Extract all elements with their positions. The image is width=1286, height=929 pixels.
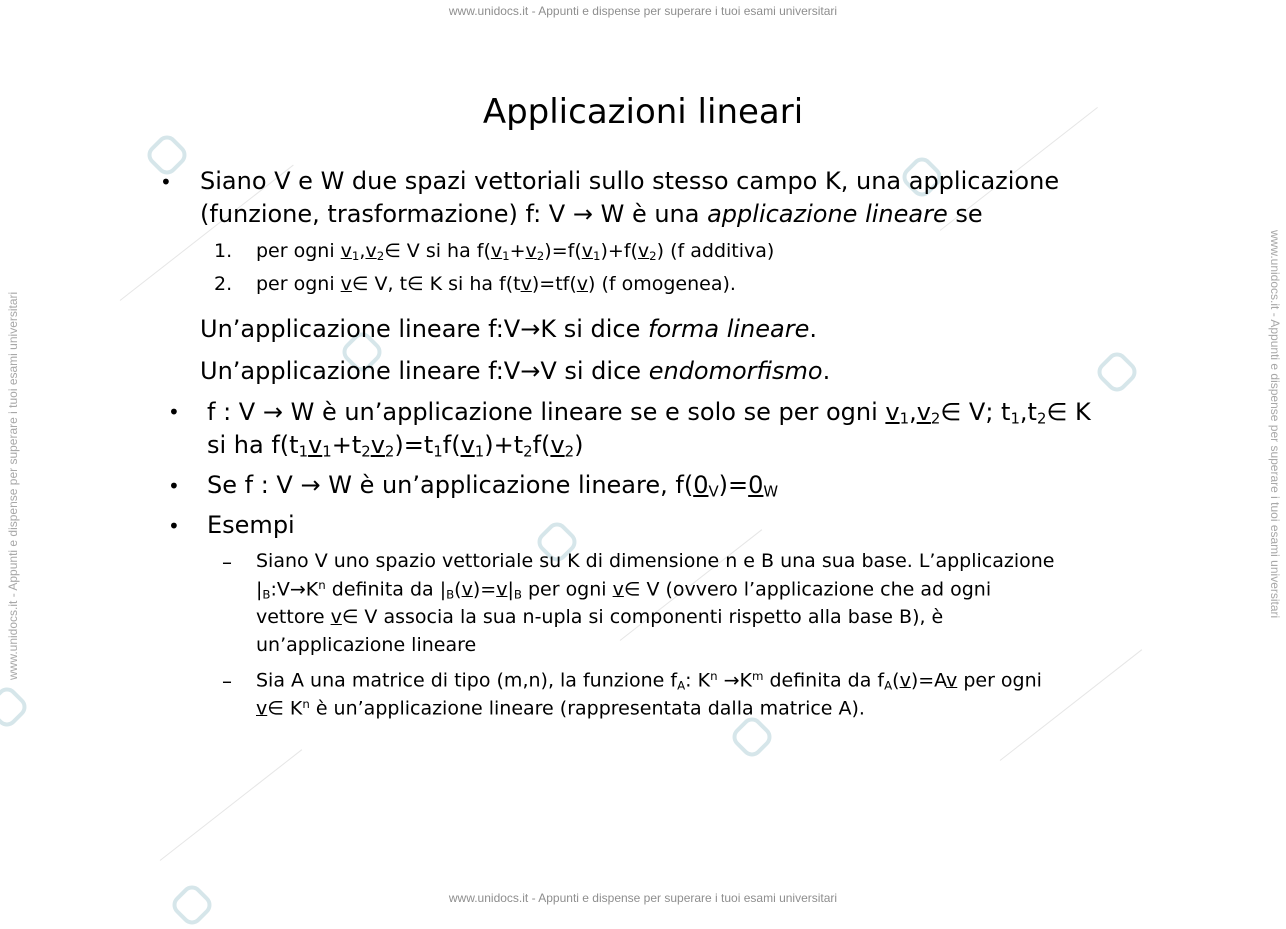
dash-marker: – bbox=[222, 550, 232, 574]
watermark-logo-icon bbox=[728, 713, 776, 761]
esempio2-line1: Sia A una matrice di tipo (m,n), la funzione $f_A$: $K^n \to K^m$ definita da $f_A(v)=Av$ per ogni bbox=[256, 669, 1042, 693]
list-number: 2. bbox=[214, 273, 233, 295]
watermark-right: www.unidocs.it - Appunti e dispense per superare i tuoi esami universitari bbox=[1268, 230, 1282, 619]
watermark-line bbox=[160, 749, 302, 861]
bullet3-line: Se f : V → W è un’applicazione lineare, $f(0_V)=0_W$ bbox=[207, 471, 779, 501]
esempio2-line2: v∈ $K^n$ è un’applicazione lineare (rappresentata dalla matrice A). bbox=[256, 697, 865, 720]
bullet1-line1: Siano V e W due spazi vettoriali sullo stesso campo K, una applicazione bbox=[200, 167, 1060, 195]
watermark-top: www.unidocs.it - Appunti e dispense per superare i tuoi esami universitari bbox=[448, 4, 838, 18]
bullet-marker: • bbox=[168, 474, 180, 498]
bullet2-line1: f : V → W è un’applicazione lineare se e solo se per ogni $v_1,v_2\in$ V; $t_1,t_2\in$ K bbox=[207, 398, 1091, 428]
watermark-bottom: www.unidocs.it - Appunti e dispense per superare i tuoi esami universitari bbox=[448, 891, 838, 905]
endomorfismo-line: Un’applicazione lineare f:V→V si dice endomorfismo. bbox=[200, 357, 831, 385]
watermark-logo-icon bbox=[168, 881, 216, 929]
slide-title: Applicazioni lineari bbox=[482, 92, 804, 132]
bullet-marker: • bbox=[160, 170, 172, 194]
bullet-marker: • bbox=[168, 514, 180, 538]
watermark-left: www.unidocs.it - Appunti e dispense per superare i tuoi esami universitari bbox=[6, 291, 20, 680]
watermark-line bbox=[1000, 649, 1142, 761]
list-item-omogenea: per ogni v∈ V, t∈ K si ha f(tv)=tf(v) (f omogenea). bbox=[256, 273, 736, 295]
esempio1-line2: $|_B:V\to K^n$ definita da $|_B(v)=v|_B$ per ogni v∈ V (ovvero l’applicazione che ad ogni bbox=[256, 578, 992, 602]
bullet-marker: • bbox=[168, 400, 180, 424]
watermark-logo-icon bbox=[0, 683, 31, 731]
bullet2-line2: si ha $f(t_1v_1+t_2v_2)=t_1f(v_1)+t_2f(v_2)$ bbox=[207, 431, 584, 461]
bullet1-line2: (funzione, trasformazione) f: V → W è una applicazione lineare se bbox=[200, 200, 983, 228]
list-item-additiva: per ogni $v_1,v_2\in$ V si ha $f(v_1+v_2)=f(v_1)+f(v_2)$ (f additiva) bbox=[256, 240, 775, 263]
esempio1-line3: vettore v∈ V associa la sua n-upla si componenti rispetto alla base B), è bbox=[256, 606, 944, 628]
forma-lineare-line: Un’applicazione lineare f:V→K si dice forma lineare. bbox=[200, 315, 818, 343]
esempio1-line4: un’applicazione lineare bbox=[256, 634, 477, 656]
watermark-logo-icon bbox=[1093, 348, 1141, 396]
esempi-heading: Esempi bbox=[207, 511, 295, 539]
dash-marker: – bbox=[222, 669, 232, 693]
list-number: 1. bbox=[214, 240, 233, 262]
esempio1-line1: Siano V uno spazio vettoriale su K di dimensione n e B una sua base. L’applicazione bbox=[256, 550, 1055, 572]
